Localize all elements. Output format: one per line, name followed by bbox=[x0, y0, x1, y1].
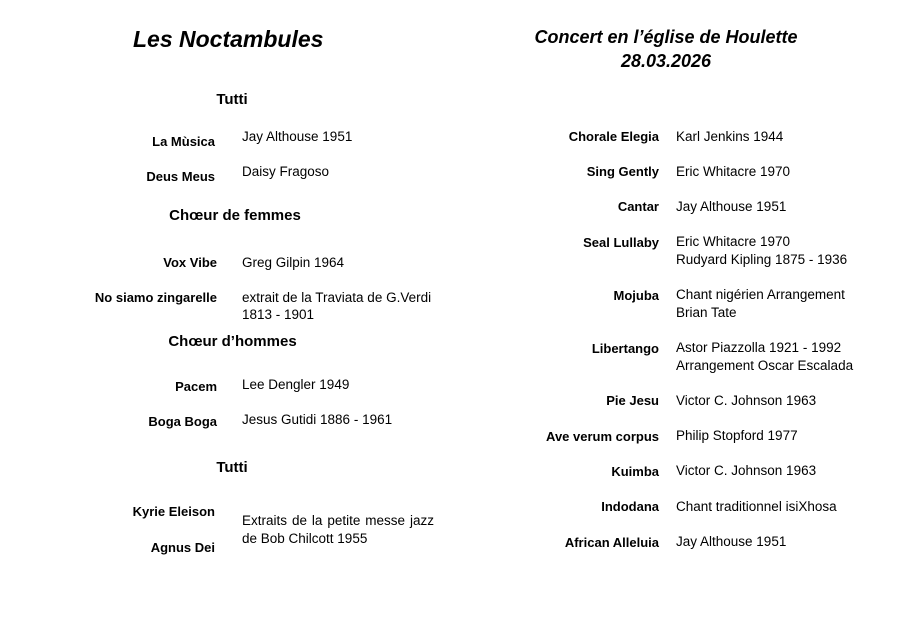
piece-title: Ave verum corpus bbox=[546, 429, 659, 444]
section-heading-women-choir: Chœur de femmes bbox=[169, 207, 301, 224]
composer-line: Chant nigérien Arrangement bbox=[676, 287, 845, 302]
composer-line: Philip Stopford 1977 bbox=[676, 428, 798, 443]
composer-line: Astor Piazzolla 1921 - 1992 bbox=[676, 340, 842, 355]
composer-line: Jay Althouse 1951 bbox=[676, 199, 787, 214]
choir-name-title: Les Noctambules bbox=[133, 26, 324, 52]
piece-title: Seal Lullaby bbox=[583, 235, 659, 250]
composer-line: Chant traditionnel isiXhosa bbox=[676, 499, 837, 514]
composer-line: Brian Tate bbox=[676, 305, 737, 320]
piece-title: African Alleluia bbox=[564, 535, 659, 550]
shared-composer-note: Extraits de la petite messe jazz de Bob Chilcott 1955 bbox=[242, 513, 434, 546]
piece-title: Chorale Elegia bbox=[568, 129, 659, 144]
composer-line: Lee Dengler 1949 bbox=[242, 377, 350, 392]
composer-line: Arrangement Oscar Escalada bbox=[676, 358, 854, 373]
piece-title: Kyrie Eleison bbox=[132, 504, 215, 519]
piece-title: La Mùsica bbox=[152, 134, 215, 149]
composer-line: Jay Althouse 1951 bbox=[242, 129, 353, 144]
composer-line: 1813 - 1901 bbox=[242, 307, 315, 322]
composer-line: Eric Whitacre 1970 bbox=[676, 164, 791, 179]
piece-title: Agnus Dei bbox=[150, 540, 215, 555]
composer-line: Eric Whitacre 1970 bbox=[676, 234, 791, 249]
piece-title: Indodana bbox=[601, 499, 659, 514]
section-heading-tutti: Tutti bbox=[216, 459, 248, 476]
piece-title: Sing Gently bbox=[586, 164, 659, 179]
composer-line: extrait de la Traviata de G.Verdi bbox=[242, 290, 432, 305]
section-heading-men-choir: Chœur d’hommes bbox=[168, 333, 297, 350]
composer-line: Karl Jenkins 1944 bbox=[676, 129, 784, 144]
piece-title: Pie Jesu bbox=[606, 393, 659, 408]
piece-title: Vox Vibe bbox=[163, 255, 217, 270]
composer-line: Victor C. Johnson 1963 bbox=[676, 393, 817, 408]
composer-line: Greg Gilpin 1964 bbox=[242, 255, 345, 270]
composer-line: Daisy Fragoso bbox=[242, 164, 330, 179]
concert-date: 28.03.2026 bbox=[620, 51, 712, 71]
piece-title: Libertango bbox=[591, 341, 659, 356]
concert-title: Concert en l’église de Houlette bbox=[534, 27, 798, 47]
composer-line: Rudyard Kipling 1875 - 1936 bbox=[676, 252, 848, 267]
piece-title: Mojuba bbox=[613, 288, 659, 303]
piece-title: Pacem bbox=[175, 379, 217, 394]
composer-line: Jay Althouse 1951 bbox=[676, 534, 787, 549]
composer-line: Jesus Gutidi 1886 - 1961 bbox=[242, 412, 393, 427]
piece-title: Boga Boga bbox=[148, 414, 217, 429]
composer-line: Victor C. Johnson 1963 bbox=[676, 463, 817, 478]
piece-title: No siamo zingarelle bbox=[94, 290, 217, 305]
section-heading-tutti: Tutti bbox=[216, 91, 248, 108]
piece-title: Kuimba bbox=[611, 464, 659, 479]
piece-title: Deus Meus bbox=[146, 169, 215, 184]
piece-title: Cantar bbox=[617, 199, 659, 214]
